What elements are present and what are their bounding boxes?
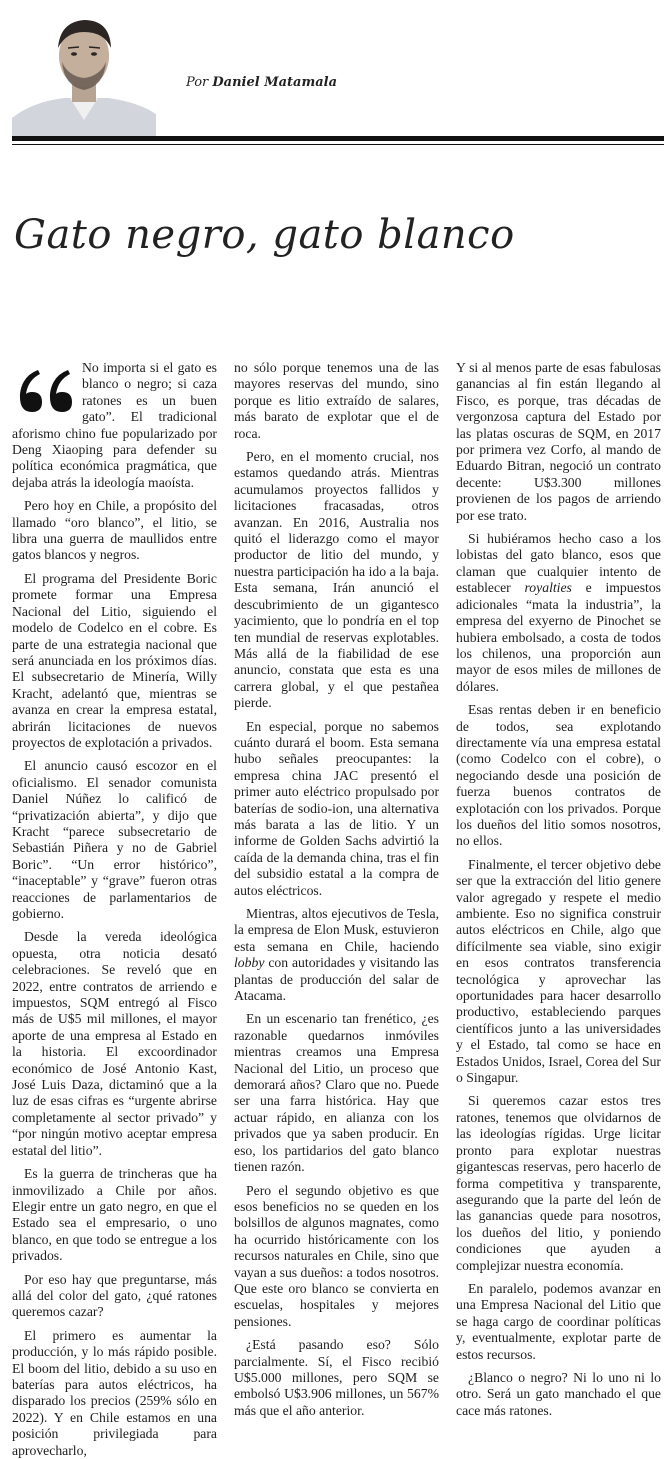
byline-author: Daniel Matamala: [212, 75, 338, 90]
byline-prefix: Por: [186, 75, 209, 90]
article-column-2: [234, 360, 439, 1418]
byline: [186, 75, 337, 90]
article-column-3: [456, 360, 661, 1418]
paragraph: Desde la vereda ideológica opuesta, otra noticia desató celebraciones. Se reveló que en 2022, entre contratos de arriendo e impuestos, SQM entregó al Fisco más de U$5 mil millones, el mayor aporte de una empresa al Estado en la historia. El excoordinador económico de José Antonio Kast, José Luis Daza, dictaminó que a la luz de esas cifras es “urgente abrirse completamente al sector privado” y “por ningún motivo aceptar empresa estatal del litio”.: [12, 929, 217, 1158]
paragraph: Pero el segundo objetivo es que esos beneficios no se queden en los bolsillos de algunos magnates, como ha ocurrido históricamente con los recursos naturales en Chile, sino que vayan a sus dueños: a todos nosotros. Que este oro blanco se convierta en escuelas, hospitales y mejores pensiones.: [234, 1182, 439, 1329]
paragraph: Es la guerra de trincheras que ha inmovilizado a Chile por años. Elegir entre un gato negro, en que el Estado sea el empresario, o uno blanco, en que todo se entregue a los privados.: [12, 1166, 217, 1264]
paragraph: [234, 906, 439, 1004]
paragraph: Por eso hay que preguntarse, más allá del color del gato, ¿qué ratones queremos cazar?: [12, 1271, 217, 1320]
headline: Gato negro, gato blanco: [14, 212, 515, 258]
paragraph: Pero hoy en Chile, a propósito del llamado “oro blanco”, el litio, se libra una guerra de maullidos entre gatos blancos y negros.: [12, 498, 217, 563]
text-run: e impuestos adicionales “mata la industria”, la empresa del exyerno de Pinochet se hubiera embolsado, a costa de todos los chilenos, una proporción aun mayor de esos miles de millones de dólares.: [456, 580, 661, 694]
paragraph: ¿Está pasando eso? Sólo parcialmente. Sí, el Fisco recibió U$5.000 millones, pero SQM se embolsó U$3.906 millones, un 567% más que el año anterior.: [234, 1337, 439, 1418]
header-divider-thick: [12, 136, 664, 141]
paragraph: En especial, porque no sabemos cuánto durará el boom. Esta semana hubo señales preocupantes: la empresa china JAC presentó el primer auto eléctrico propulsado por baterías de sodio-ion, una alternativa más barata a las de litio. Y un informe de Golden Sachs advirtió la caída de la demanda china, tras el fin del subsidio estatal a la compra de autos eléctricos.: [234, 718, 439, 898]
emphasis: royalties: [524, 580, 572, 596]
paragraph: ¿Blanco o negro? Ni lo uno ni lo otro. Será un gato manchado el que cace más ratones.: [456, 1369, 661, 1418]
text-run: Si hubiéramos hecho caso a los lobistas del gato blanco, esos que claman que cualquier intento de establecer: [456, 531, 661, 596]
quote-icon: [16, 366, 74, 424]
article-header: [0, 0, 670, 145]
paragraph: [456, 531, 661, 695]
paragraph: No importa si el gato es blanco o negro; si caza ratones es un buen gato”. El tradicional aforismo chino fue popularizado por Deng Xiaoping para defender su política económica pragmática, que dejaba atrás la ideología maoísta.: [12, 360, 217, 490]
paragraph: El anuncio causó escozor en el oficialismo. El senador comunista Daniel Núñez lo calificó de “privatización abierta”, y dijo que Kracht “parece subsecretario de Sebastián Piñera y no de Gabriel Boric”. “Un error histórico”, “inaceptable” y “grave” fueron otras reacciones de parlamentarios de gobierno.: [12, 758, 217, 921]
text-run: Mientras, altos ejecutivos de Tesla, la empresa de Elon Musk, estuvieron esta semana en Chile, haciendo: [234, 906, 439, 954]
paragraph: El primero es aumentar la producción, y lo más rápido posible. El boom del litio, debido a su uso en baterías para autos eléctricos, ha disparado los precios (259% sólo en 2022). Y en Chile estamos en una posición privilegiada para aprovecharlo,: [12, 1327, 217, 1458]
paragraph: Esas rentas deben ir en beneficio de todos, sea explotando directamente vía una empresa estatal (como Codelco con el cobre), o negociando desde una posición de fuerza buenos contratos de explotación con los privados. Porque los dueños del litio somos nosotros, no ellos.: [456, 702, 661, 849]
author-portrait-illustration: [12, 10, 156, 138]
paragraph: El programa del Presidente Boric promete formar una Empresa Nacional del Litio, siguiendo el modelo de Codelco en el cobre. Es parte de una estrategia nacional que será anunciada en los próximos días. El subsecretario de Minería, Willy Kracht, adelantó que, mientras se avanza en crear la empresa estatal, abrirán licitaciones de nuevos proyectos de explotación a privados.: [12, 570, 217, 750]
header-divider-thin: [12, 144, 664, 145]
paragraph: En un escenario tan frenético, ¿es razonable quedarnos inmóviles mientras creamos una Empresa Nacional del Litio, un proceso que demorará años? Claro que no. Puede ser una farra histórica. Hay que actuar rápido, en alianza con los privados que ya saben producir. En eso, los partidarios del gato blanco tienen razón.: [234, 1011, 439, 1175]
paragraph: Y si al menos parte de esas fabulosas ganancias al fin están llegando al Fisco, es porque, tras décadas de vergonzosa captura del Estado por las platas oscuras de SQM, en 2017 por primera vez Corfo, al mando de Eduardo Bitran, negoció un contrato decente: U$3.300 millones provienen de los pagos de arriendo por ese trato.: [456, 360, 661, 523]
paragraph: Si queremos cazar estos tres ratones, tenemos que olvidarnos de las ideologías rígidas. Urge licitar pronto para explotar nuestras gigantescas reservas, pero hacerlo de forma competitiva y transparente, asegurando que la parte del león de las ganancias quede para nosotros, los dueños del litio, y poniendo condiciones que ayuden a complejizar nuestra economía.: [456, 1093, 661, 1273]
paragraph: no sólo porque tenemos una de las mayores reservas del mundo, sino porque es litio extraído de salares, más barato de explotar que el de roca.: [234, 360, 439, 441]
paragraph: En paralelo, podemos avanzar en una Empresa Nacional del Litio que se haga cargo de coordinar políticas y, eventualmente, explotar parte de estos recursos.: [456, 1280, 661, 1362]
author-photo: [12, 10, 156, 138]
emphasis: lobby: [234, 955, 265, 971]
paragraph: Pero, en el momento crucial, nos estamos quedando atrás. Mientras acumulamos proyectos fallidos y licitaciones fracasadas, otros avanzan. En 2016, Australia nos quitó el liderazgo como el mayor productor de litio del mundo, y nuestra participación ha ido a la baja. Esta semana, Irán anunció el descubrimiento de un gigantesco yacimiento, que lo pondría en el top ten mundial de reservas explotables. Más allá de la fiabilidad de ese anuncio, constata que esta es una carrera global, y el que pestañea pierde.: [234, 449, 439, 711]
article-column-1: [12, 360, 217, 1458]
text-run: con autoridades y visitando las plantas de producción del salar de Atacama.: [234, 955, 439, 1004]
paragraph: Finalmente, el tercer objetivo debe ser que la extracción del litio genere valor agregado y respete el medio ambiente. Eso no significa construir autos eléctricos en Chile, algo que difícilmente sea viable, sino exigir en esos contratos transferencia tecnológica y aprovechar las oportunidades para hacer desarrollo productivo, estableciendo parques científicos junto a las universidades y el Estado, tal como se hace en Estados Unidos, Israel, Corea del Sur o Singapur.: [456, 856, 661, 1086]
